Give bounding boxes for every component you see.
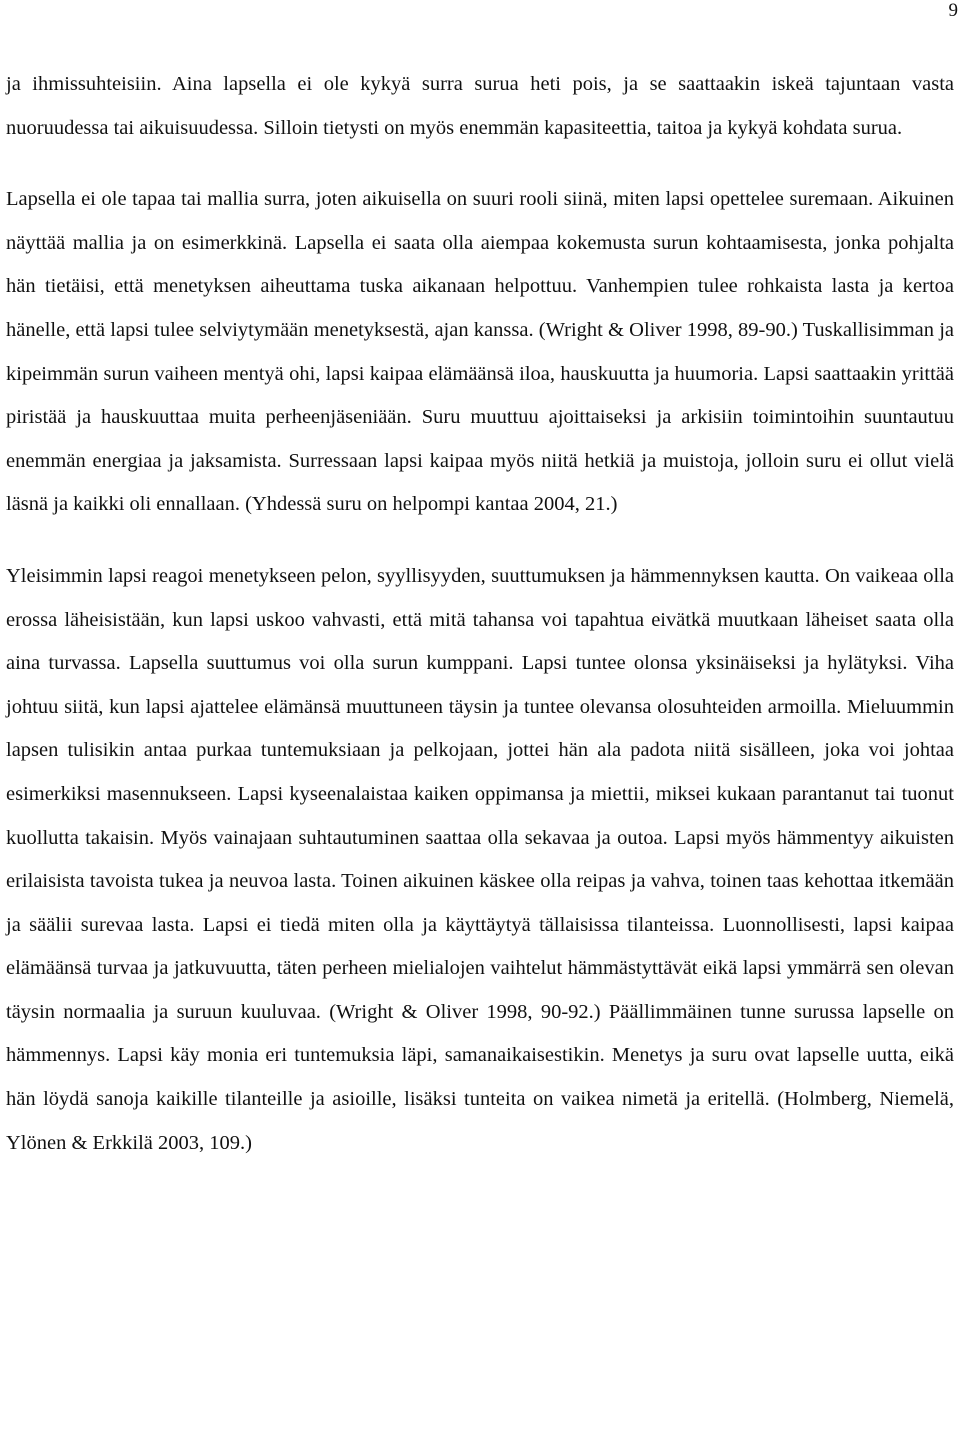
paragraph-1: ja ihmissuhteisiin. Aina lapsella ei ole kykyä surra surua heti pois, ja se saattaakin iskeä tajuntaan vasta nuoruudessa tai aikuisuudessa. Silloin tietysti on myös enemmän kapasiteettia, taitoa ja kykyä kohdata surua. bbox=[6, 73, 954, 139]
document-body bbox=[6, 63, 954, 1165]
paragraph-3: Yleisimmin lapsi reagoi menetykseen pelon, syyllisyyden, suuttumuksen ja hämmennyksen kautta. On vaikeaa olla erossa läheisistään, kun lapsi uskoo vahvasti, että mitä tahansa voi tapahtua eivätkä muutkaan läheiset saata olla aina turvassa. Lapsella suuttumus voi olla surun kumppani. Lapsi tuntee olonsa yksinäiseksi ja hylätyksi. Viha johtuu siitä, kun lapsi ajattelee elämänsä muuttuneen täysin ja tuntee olevansa olosuhteiden armoilla. Mieluummin lapsen tulisikin antaa purkaa tuntemuksiaan ja pelkojaan, jottei hän ala padota niitä sisälleen, joka voi johtaa esimerkiksi masennukseen. Lapsi kyseenalaistaa kaiken oppimansa ja miettii, miksei kukaan parantanut tai tuonut kuollutta takaisin. Myös vainajaan suhtautuminen saattaa olla sekavaa ja outoa. Lapsi myös hämmentyy aikuisten erilaisista tavoista tukea ja neuvoa lasta. Toinen aikuinen käskee olla reipas ja vahva, toinen taas kehottaa itkemään ja säälii surevaa lasta. Lapsi ei tiedä miten olla ja käyttäytyä tällaisissa tilanteissa. Luonnollisesti, lapsi kaipaa elämäänsä turvaa ja jatkuvuutta, täten perheen mielialojen vaihtelut hämmästyttävät eikä lapsi ymmärrä sen olevan täysin normaalia ja suruun kuuluvaa. (Wright & Oliver 1998, 90-92.) Päällimmäinen tunne surussa lapselle on hämmennys. Lapsi käy monia eri tuntemuksia läpi, samanaikaisestikin. Menetys ja suru ovat lapselle uutta, eikä hän löydä sanoja kaikille tilanteille ja asioille, lisäksi tunteita on vaikea nimetä ja eritellä. (Holmberg, Niemelä, Ylönen & Erkkilä 2003, 109.) bbox=[6, 564, 954, 1154]
paragraph-2: Lapsella ei ole tapaa tai mallia surra, joten aikuisella on suuri rooli siinä, miten lapsi opettelee suremaan. Aikuinen näyttää mallia ja on esimerkkinä. Lapsella ei saata olla aiempaa kokemusta surun kohtaamisesta, jonka pohjalta hän tietäisi, että menetyksen aiheuttama tuska aikanaan helpottuu. Vanhempien tulee rohkaista lasta ja kertoa hänelle, että lapsi tulee selviytymään menetyksestä, ajan kanssa. (Wright & Oliver 1998, 89-90.) Tuskallisimman ja kipeimmän surun vaiheen mentyä ohi, lapsi kaipaa elämäänsä iloa, hauskuutta ja huumoria. Lapsi saattaakin yrittää piristää ja hauskuuttaa muita perheenjäseniään. Suru muuttuu ajoittaiseksi ja arkisiin toimintoihin suuntautuu enemmän energiaa ja jaksamista. Surressaan lapsi kaipaa myös niitä hetkiä ja muistoja, jolloin suru ei ollut vielä läsnä ja kaikki oli ennallaan. (Yhdessä suru on helpompi kantaa 2004, 21.) bbox=[6, 188, 954, 516]
page-number: 9 bbox=[948, 0, 958, 21]
